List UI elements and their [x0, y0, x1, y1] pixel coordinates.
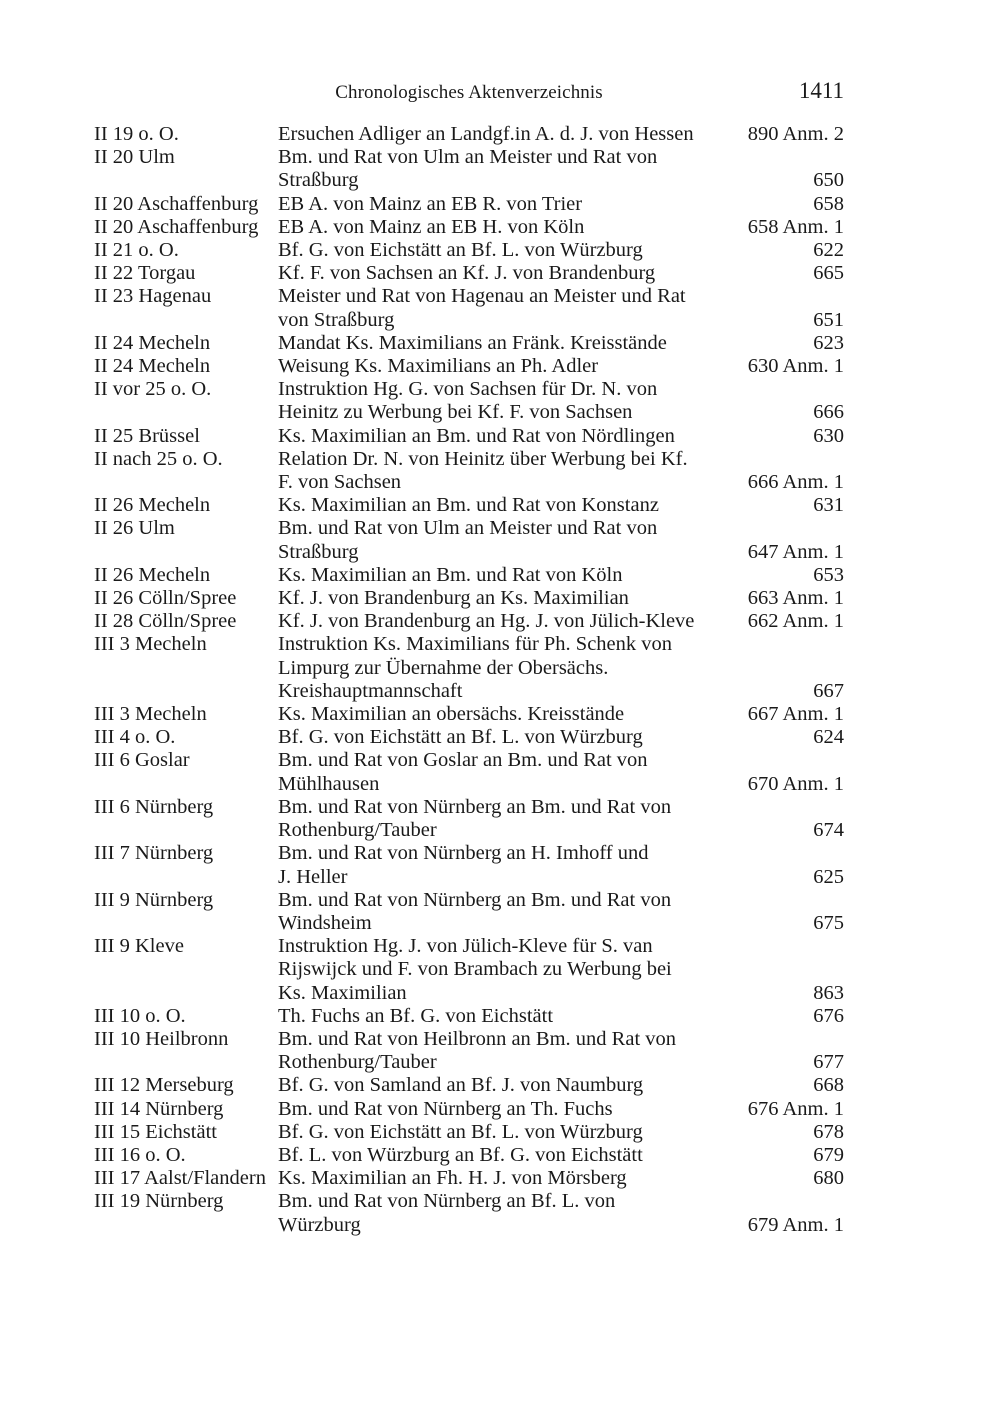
register-entry: [94, 494, 844, 517]
entry-description-line: [278, 425, 844, 448]
entry-page-reference: 890 Anm. 2: [747, 123, 844, 145]
entry-description-line: [278, 1144, 844, 1167]
entry-page-reference: 679 Anm. 1: [747, 1213, 844, 1236]
running-head: [94, 78, 844, 108]
entry-page-reference: 658: [813, 192, 844, 215]
entry-date-place: II 24 Mecheln: [94, 331, 211, 354]
entry-page-reference: 651: [813, 308, 844, 331]
entry-description-line: [278, 564, 844, 587]
entry-description-line: [278, 378, 844, 401]
entry-description-line: [278, 1005, 844, 1028]
entry-date-place: II 20 Aschaffenburg: [94, 215, 259, 238]
entry-description-line: [278, 773, 844, 796]
entry-page-reference: 666 Anm. 1: [747, 471, 844, 494]
register-entry: [94, 935, 844, 1005]
entry-date-place: III 6 Nürnberg: [94, 795, 214, 818]
entry-description: [278, 216, 844, 239]
entry-description: [278, 1028, 844, 1074]
entry-description-text: von Straßburg: [278, 308, 395, 331]
entry-description-line: [278, 958, 844, 981]
entry-description-text: Mühlhausen: [278, 772, 380, 795]
entry-date-place: II 25 Brüssel: [94, 424, 200, 447]
entry-description-line: [278, 332, 844, 355]
entry-description-line: [278, 796, 844, 819]
entry-description-text: EB A. von Mainz an EB R. von Trier: [278, 192, 583, 215]
entry-description-text: Kf. F. von Sachsen an Kf. J. von Brandenburg: [278, 262, 656, 285]
entry-page-reference: 680: [813, 1167, 844, 1190]
register-entry: [94, 1121, 844, 1144]
entry-description-text: Bf. L. von Würzburg an Bf. G. von Eichstätt: [278, 1143, 643, 1166]
register-entry: [94, 1005, 844, 1028]
page-number: 1411: [798, 78, 844, 103]
entry-description: [278, 123, 844, 146]
entry-description: [278, 517, 844, 563]
entry-date-place: III 19 Nürnberg: [94, 1190, 224, 1213]
register-entry: [94, 448, 844, 494]
entry-description-line: [278, 889, 844, 912]
entry-date-place: II 24 Mecheln: [94, 355, 211, 378]
entry-description-line: [278, 517, 844, 540]
entry-date-place: II 20 Aschaffenburg: [94, 192, 259, 215]
entry-date-place: III 10 o. O.: [94, 1004, 186, 1027]
register-entry: [94, 146, 844, 192]
register-entry: [94, 378, 844, 424]
entry-date-place: II 21 o. O.: [94, 239, 179, 262]
entry-description-line: [278, 146, 844, 169]
entry-description-line: [278, 193, 844, 216]
entry-description-text: Kf. J. von Brandenburg an Hg. J. von Jülich-Kleve: [278, 610, 695, 633]
entry-date-place: II 23 Hagenau: [94, 285, 212, 308]
entry-page-reference: 630: [813, 424, 844, 447]
entry-description: [278, 378, 844, 424]
entry-description-line: [278, 1167, 844, 1190]
entry-description-line: [278, 1098, 844, 1121]
register-entry: [94, 1167, 844, 1190]
entry-description-text: Rijswijck und F. von Brambach zu Werbung bei: [278, 958, 672, 981]
entry-description-line: [278, 1074, 844, 1097]
entry-description-line: [278, 123, 844, 146]
entry-description-text: Bm. und Rat von Goslar an Bm. und Rat von: [278, 749, 648, 772]
entry-description: [278, 842, 844, 888]
entry-description: [278, 285, 844, 331]
entry-page-reference: 653: [813, 563, 844, 586]
entry-description-text: Bm. und Rat von Ulm an Meister und Rat von: [278, 517, 658, 540]
entry-description-text: Limpurg zur Übernahme der Obersächs.: [278, 656, 609, 679]
entry-description: [278, 564, 844, 587]
entry-date-place: III 6 Goslar: [94, 749, 190, 772]
entry-description-text: Bm. und Rat von Nürnberg an Bm. und Rat von: [278, 795, 672, 818]
entry-description-text: Ersuchen Adliger an Landgf.in A. d. J. von Hessen: [278, 123, 694, 145]
entry-description: [278, 726, 844, 749]
register-entry: [94, 123, 844, 146]
entry-description: [278, 1005, 844, 1028]
entry-description-text: Bf. G. von Samland an Bf. J. von Naumburg: [278, 1074, 644, 1097]
entry-page-reference: 622: [813, 239, 844, 262]
entry-page-reference: 665: [813, 262, 844, 285]
entry-description-text: Ks. Maximilian an Bm. und Rat von Köln: [278, 563, 623, 586]
register-entry: [94, 726, 844, 749]
entry-description-text: Bm. und Rat von Nürnberg an Bf. L. von: [278, 1190, 616, 1213]
register-entry: [94, 1028, 844, 1074]
entry-description: [278, 749, 844, 795]
register-entry: [94, 1144, 844, 1167]
entry-page-reference: 676: [813, 1004, 844, 1027]
entry-page-reference: 650: [813, 169, 844, 192]
entry-date-place: III 14 Nürnberg: [94, 1097, 224, 1120]
entry-date-place: II 20 Ulm: [94, 146, 175, 169]
entry-description-text: Bm. und Rat von Nürnberg an Th. Fuchs: [278, 1097, 613, 1120]
entry-description: [278, 633, 844, 703]
entry-date-place: II 28 Cölln/Spree: [94, 610, 237, 633]
entry-page-reference: 670 Anm. 1: [747, 772, 844, 795]
entry-description: [278, 425, 844, 448]
register-entry: [94, 285, 844, 331]
entry-description-text: Bm. und Rat von Nürnberg an Bm. und Rat von: [278, 888, 672, 911]
entry-description: [278, 494, 844, 517]
entry-description-line: [278, 494, 844, 517]
entry-description-line: [278, 587, 844, 610]
entry-description: [278, 796, 844, 842]
entry-page-reference: 623: [813, 331, 844, 354]
entry-description: [278, 332, 844, 355]
entry-description-line: [278, 912, 844, 935]
entry-page-reference: 676 Anm. 1: [747, 1097, 844, 1120]
register-entry: [94, 842, 844, 888]
entry-description: [278, 1190, 844, 1236]
entry-description-text: Würzburg: [278, 1213, 361, 1236]
entry-description-line: [278, 541, 844, 564]
entry-date-place: II 22 Torgau: [94, 262, 196, 285]
entry-page-reference: 667 Anm. 1: [747, 703, 844, 726]
entry-date-place: III 3 Mecheln: [94, 703, 207, 726]
entry-description-line: [278, 401, 844, 424]
entry-description-text: Ks. Maximilian an Bm. und Rat von Nördlingen: [278, 424, 675, 447]
register-entry: [94, 332, 844, 355]
register-entry: [94, 425, 844, 448]
register-entry: [94, 564, 844, 587]
entry-description-text: Instruktion Hg. G. von Sachsen für Dr. N. von: [278, 378, 658, 401]
entry-date-place: II nach 25 o. O.: [94, 447, 223, 470]
entry-date-place: II vor 25 o. O.: [94, 378, 212, 401]
register-entry: [94, 1098, 844, 1121]
entry-date-place: II 26 Ulm: [94, 517, 175, 540]
entry-description-line: [278, 471, 844, 494]
register-entry: [94, 517, 844, 563]
entry-date-place: III 17 Aalst/Flandern: [94, 1167, 266, 1190]
entry-description-line: [278, 262, 844, 285]
entry-description: [278, 448, 844, 494]
entry-description-text: EB A. von Mainz an EB H. von Köln: [278, 215, 585, 238]
entry-date-place: III 9 Kleve: [94, 935, 184, 958]
entry-description-line: [278, 982, 844, 1005]
entry-date-place: II 26 Mecheln: [94, 563, 211, 586]
entry-date-place: III 15 Eichstätt: [94, 1120, 217, 1143]
register-entry: [94, 262, 844, 285]
entry-date-place: III 3 Mecheln: [94, 633, 207, 656]
register-entry: [94, 703, 844, 726]
entry-page-reference: 679: [813, 1143, 844, 1166]
entry-description: [278, 193, 844, 216]
entry-date-place: II 26 Cölln/Spree: [94, 587, 237, 610]
entry-date-place: II 26 Mecheln: [94, 494, 211, 517]
entry-description-line: [278, 169, 844, 192]
register-entry: [94, 749, 844, 795]
entry-description-text: Heinitz zu Werbung bei Kf. F. von Sachsen: [278, 401, 633, 424]
entry-description-line: [278, 935, 844, 958]
entry-description-text: Bm. und Rat von Ulm an Meister und Rat von: [278, 146, 658, 169]
entry-description-line: [278, 866, 844, 889]
entry-date-place: III 10 Heilbronn: [94, 1027, 229, 1050]
register-entry: [94, 1190, 844, 1236]
entry-description-text: Straßburg: [278, 540, 359, 563]
entry-description-text: Instruktion Hg. J. von Jülich-Kleve für S. van: [278, 935, 653, 958]
entry-date-place: III 7 Nürnberg: [94, 842, 214, 865]
entry-description-text: Relation Dr. N. von Heinitz über Werbung bei Kf.: [278, 447, 688, 470]
entry-description-line: [278, 1121, 844, 1144]
entry-description-line: [278, 216, 844, 239]
entry-description-text: Kf. J. von Brandenburg an Ks. Maximilian: [278, 587, 629, 610]
entry-description-line: [278, 842, 844, 865]
entry-description-text: Kreishauptmannschaft: [278, 679, 463, 702]
entry-page-reference: 667: [813, 679, 844, 702]
entry-description-line: [278, 239, 844, 262]
entry-description: [278, 1167, 844, 1190]
entry-description-line: [278, 355, 844, 378]
entry-description-line: [278, 309, 844, 332]
entry-page-reference: 678: [813, 1120, 844, 1143]
entry-description-line: [278, 1051, 844, 1074]
entry-description-line: [278, 726, 844, 749]
register-entry: [94, 1074, 844, 1097]
entry-description: [278, 1074, 844, 1097]
entry-description-line: [278, 1214, 844, 1237]
entry-description-line: [278, 819, 844, 842]
entry-description-line: [278, 633, 844, 656]
entry-description-text: Bm. und Rat von Heilbronn an Bm. und Rat von: [278, 1027, 677, 1050]
entry-page-reference: 675: [813, 911, 844, 934]
entry-page-reference: 630 Anm. 1: [747, 355, 844, 378]
entry-page-reference: 625: [813, 865, 844, 888]
register-entry: [94, 610, 844, 633]
entry-description-text: Mandat Ks. Maximilians an Fränk. Kreisstände: [278, 331, 667, 354]
entry-description-text: Th. Fuchs an Bf. G. von Eichstätt: [278, 1004, 554, 1027]
entry-description-text: Bf. G. von Eichstätt an Bf. L. von Würzburg: [278, 239, 643, 262]
entry-description-line: [278, 680, 844, 703]
entry-page-reference: 647 Anm. 1: [747, 540, 844, 563]
entry-description-text: Ks. Maximilian an Bm. und Rat von Konstanz: [278, 494, 659, 517]
register-entries: [94, 123, 844, 1237]
entry-description-text: Ks. Maximilian an obersächs. Kreisstände: [278, 703, 625, 726]
entry-description-line: [278, 610, 844, 633]
entry-description: [278, 1144, 844, 1167]
entry-date-place: III 4 o. O.: [94, 726, 176, 749]
running-title: Chronologisches Aktenverzeichnis: [335, 82, 603, 103]
entry-description-text: Rothenburg/Tauber: [278, 819, 437, 842]
entry-description-line: [278, 1190, 844, 1213]
entry-description-text: Straßburg: [278, 169, 359, 192]
entry-page-reference: 666: [813, 401, 844, 424]
register-entry: [94, 216, 844, 239]
entry-page-reference: 668: [813, 1074, 844, 1097]
entry-date-place: II 19 o. O.: [94, 123, 179, 145]
entry-description-text: Meister und Rat von Hagenau an Meister und Rat: [278, 285, 686, 308]
entry-description-line: [278, 285, 844, 308]
entry-page-reference: 663 Anm. 1: [747, 587, 844, 610]
entry-description-text: F. von Sachsen: [278, 471, 402, 494]
entry-description-text: Windsheim: [278, 911, 372, 934]
entry-description: [278, 935, 844, 1005]
entry-description-text: Bf. G. von Eichstätt an Bf. L. von Würzburg: [278, 726, 643, 749]
entry-description-text: J. Heller: [278, 865, 348, 888]
entry-description: [278, 889, 844, 935]
entry-description-text: Rothenburg/Tauber: [278, 1051, 437, 1074]
entry-description-line: [278, 657, 844, 680]
entry-description-text: Bm. und Rat von Nürnberg an H. Imhoff und: [278, 842, 649, 865]
entry-description: [278, 239, 844, 262]
entry-description-text: Bf. G. von Eichstätt an Bf. L. von Würzburg: [278, 1120, 643, 1143]
register-entry: [94, 239, 844, 262]
entry-date-place: III 12 Merseburg: [94, 1074, 234, 1097]
entry-description-text: Ks. Maximilian an Fh. H. J. von Mörsberg: [278, 1167, 627, 1190]
entry-page-reference: 674: [813, 819, 844, 842]
entry-description: [278, 610, 844, 633]
entry-description: [278, 1098, 844, 1121]
entry-page-reference: 624: [813, 726, 844, 749]
entry-description: [278, 146, 844, 192]
entry-date-place: III 9 Nürnberg: [94, 888, 214, 911]
entry-description-text: Instruktion Ks. Maximilians für Ph. Schenk von: [278, 633, 673, 656]
entry-page-reference: 677: [813, 1051, 844, 1074]
entry-description: [278, 262, 844, 285]
entry-description: [278, 355, 844, 378]
entry-description-line: [278, 749, 844, 772]
entry-description: [278, 587, 844, 610]
entry-description-line: [278, 1028, 844, 1051]
register-entry: [94, 587, 844, 610]
register-entry: [94, 889, 844, 935]
entry-page-reference: 658 Anm. 1: [747, 215, 844, 238]
entry-page-reference: 863: [813, 981, 844, 1004]
entry-description-text: Ks. Maximilian: [278, 981, 407, 1004]
entry-description: [278, 703, 844, 726]
register-entry: [94, 796, 844, 842]
entry-date-place: III 16 o. O.: [94, 1143, 186, 1166]
register-entry: [94, 355, 844, 378]
register-entry: [94, 633, 844, 703]
entry-description-line: [278, 448, 844, 471]
entry-page-reference: 631: [813, 494, 844, 517]
entry-page-reference: 662 Anm. 1: [747, 610, 844, 633]
entry-description: [278, 1121, 844, 1144]
entry-description-text: Weisung Ks. Maximilians an Ph. Adler: [278, 355, 599, 378]
entry-description-line: [278, 703, 844, 726]
register-entry: [94, 193, 844, 216]
